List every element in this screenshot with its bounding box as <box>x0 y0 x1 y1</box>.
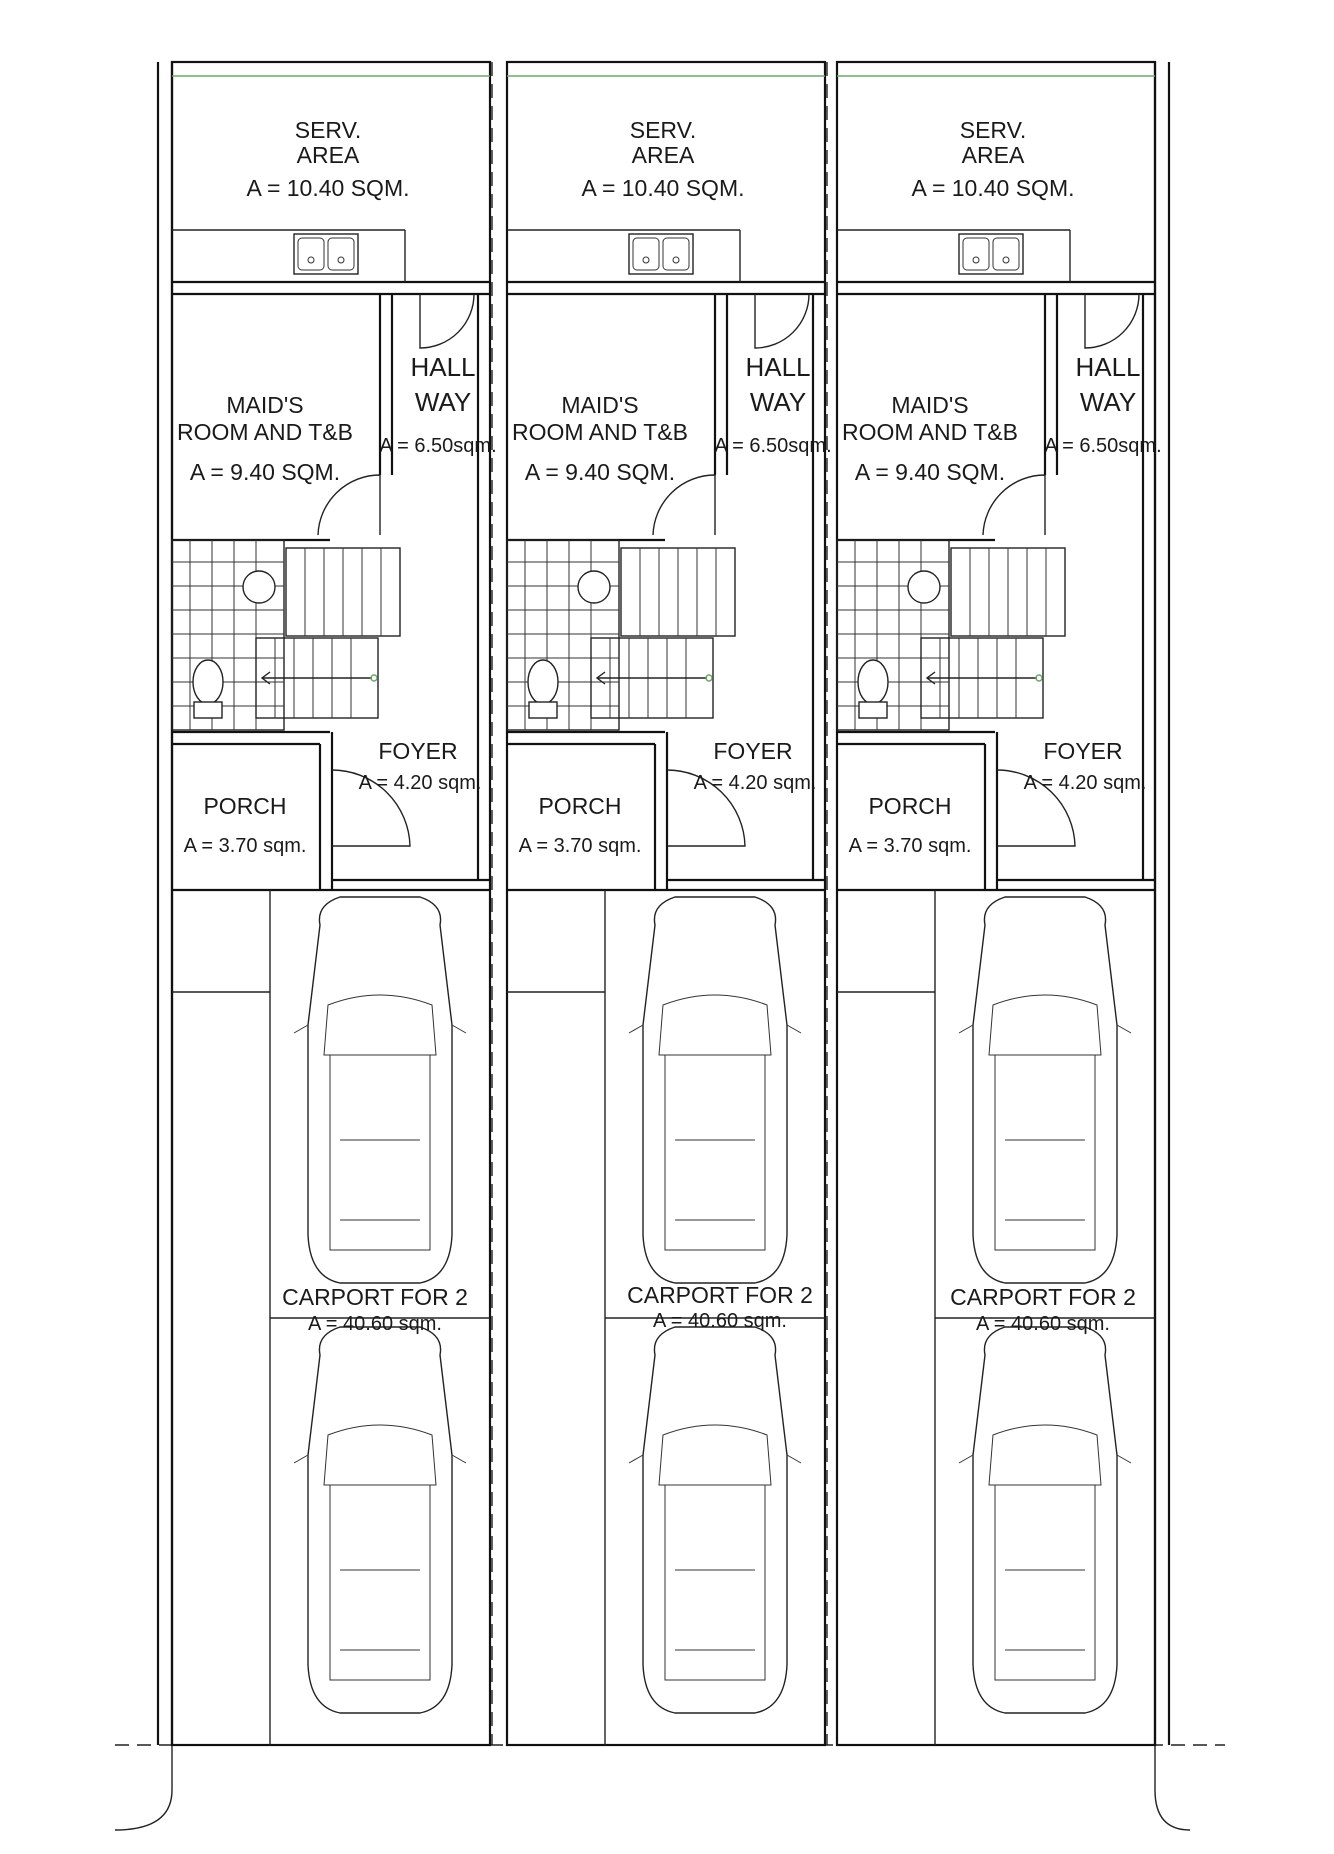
serv-area-area: A = 10.40 SQM. <box>581 175 745 201</box>
hallway-name-line2: WAY <box>1079 387 1137 417</box>
unit-1-labels <box>177 117 497 1335</box>
hallway-name-line2: WAY <box>414 387 472 417</box>
unit-walls <box>172 62 490 1745</box>
unit-walls <box>837 62 1155 1745</box>
hallway-area: A = 6.50sqm. <box>379 435 497 457</box>
stairs <box>921 548 1065 718</box>
hallway-name-line2: WAY <box>749 387 807 417</box>
serv-area-name-line2: AREA <box>961 142 1025 168</box>
serv-area-name-line2: AREA <box>631 142 695 168</box>
unit-1 <box>172 62 497 1745</box>
maids-room-name-line1: MAID'S <box>891 392 969 418</box>
carport-name: CARPORT FOR 2 <box>950 1284 1136 1310</box>
car-bottom <box>959 1327 1131 1713</box>
maids-room-name-line1: MAID'S <box>226 392 304 418</box>
car-bottom <box>629 1327 801 1713</box>
hallway-name-line1: HALL <box>410 352 476 382</box>
porch-name: PORCH <box>868 793 952 819</box>
serv-area-area: A = 10.40 SQM. <box>246 175 410 201</box>
toilet-and-bath <box>507 540 619 730</box>
porch-area: A = 3.70 sqm. <box>183 835 307 857</box>
unit-walls <box>507 62 825 1745</box>
carport-area: A = 40.60 sqm. <box>653 1310 787 1332</box>
maids-room-name-line1: MAID'S <box>561 392 639 418</box>
foyer-area: A = 4.20 sqm. <box>693 772 817 794</box>
maids-room-area: A = 9.40 SQM. <box>854 459 1006 485</box>
porch-name: PORCH <box>203 793 287 819</box>
serv-area-name-line2: AREA <box>296 142 360 168</box>
car-top <box>629 897 801 1283</box>
foyer-area: A = 4.20 sqm. <box>358 772 482 794</box>
maids-room-name-line2: ROOM AND T&B <box>177 419 353 445</box>
serv-area-area: A = 10.40 SQM. <box>911 175 1075 201</box>
maids-room-name-line2: ROOM AND T&B <box>512 419 688 445</box>
porch-area: A = 3.70 sqm. <box>518 835 642 857</box>
hallway-area: A = 6.50sqm. <box>714 435 832 457</box>
carport-name: CARPORT FOR 2 <box>627 1282 813 1308</box>
toilet-and-bath <box>837 540 949 730</box>
carport-area: A = 40.60 sqm. <box>308 1313 442 1335</box>
porch-area: A = 3.70 sqm. <box>848 835 972 857</box>
site-boundary <box>115 62 1225 1830</box>
porch-name: PORCH <box>538 793 622 819</box>
carport-name: CARPORT FOR 2 <box>282 1284 468 1310</box>
unit-3 <box>837 62 1162 1745</box>
foyer-name: FOYER <box>1043 738 1123 764</box>
serv-area-name-line1: SERV. <box>294 117 362 143</box>
maids-room-area: A = 9.40 SQM. <box>189 459 341 485</box>
unit-2 <box>507 62 832 1745</box>
serv-area-name-line1: SERV. <box>959 117 1027 143</box>
foyer-name: FOYER <box>378 738 458 764</box>
stairs <box>591 548 735 718</box>
foyer-area: A = 4.20 sqm. <box>1023 772 1147 794</box>
car-bottom <box>294 1327 466 1713</box>
stairs <box>256 548 400 718</box>
unit-3-labels <box>842 117 1162 1335</box>
sink <box>294 234 358 274</box>
car-top <box>294 897 466 1283</box>
hallway-area: A = 6.50sqm. <box>1044 435 1162 457</box>
maids-room-area: A = 9.40 SQM. <box>524 459 676 485</box>
hallway-name-line1: HALL <box>1075 352 1141 382</box>
foyer-name: FOYER <box>713 738 793 764</box>
unit-2-labels <box>512 117 832 1332</box>
serv-area-name-line1: SERV. <box>629 117 697 143</box>
carport-area: A = 40.60 sqm. <box>976 1313 1110 1335</box>
maids-room-name-line2: ROOM AND T&B <box>842 419 1018 445</box>
toilet-and-bath <box>172 540 284 730</box>
sink <box>629 234 693 274</box>
hallway-name-line1: HALL <box>745 352 811 382</box>
car-top <box>959 897 1131 1283</box>
sink <box>959 234 1023 274</box>
